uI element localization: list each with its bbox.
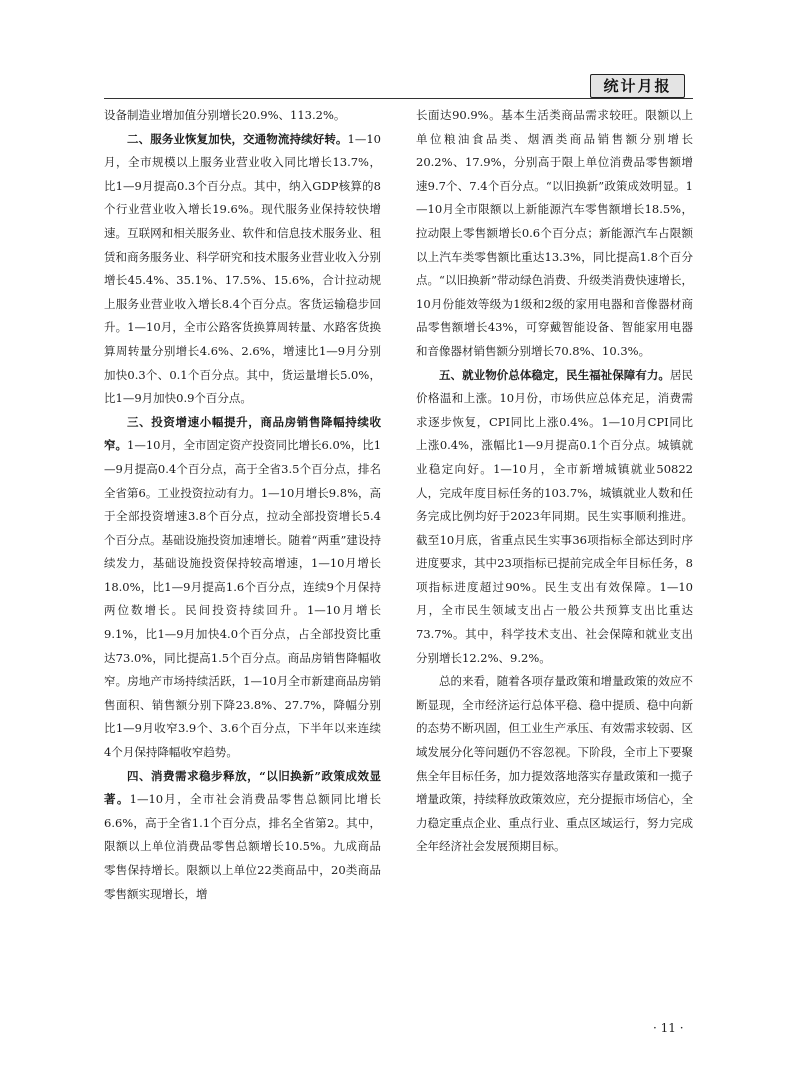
page-number: · 11 · (653, 1021, 684, 1035)
section-5-heading: 五、就业物价总体稳定，民生福祉保障有力。 (439, 367, 670, 382)
section-4-body: 1—10月，全市社会消费品零售总额同比增长6.6%，高于全省1.1个百分点，排名全省第2。其中，限额以上单位消费品零售总额增长10.5%。九成商品零售保持增长。限额以上单位22类商品中，20类商品零售额实现增长，增 (104, 792, 381, 901)
header-divider (104, 98, 693, 99)
paragraph-continuation-right: 长面达90.9%。基本生活类商品需求较旺。限额以上单位粮油食品类、烟酒类商品销售额分别增长20.2%、17.9%，分别高于限上单位消费品零售额增速9.7个、7.4个百分点。“以旧换新”政策成效明显。1—10月全市限额以上新能源汽车零售额增长18.5%，拉动限上零售额增长0.6个百分点；新能源汽车占限额以上汽车类零售额比重达13.3%，同比提高1.8个百分点。“以旧换新”带动绿色消费、升级类消费快速增长，10月份能效等级为1级和2级的家用电器和音像器材商品零售额增长43%，可穿戴智能设备、智能家用电器和音像器材销售额分别增长70.8%、10.3%。 (416, 108, 693, 358)
section-5-body: 居民价格温和上涨。10月份，市场供应总体充足，消费需求逐步恢复，CPI同比上涨0.4%。1—10月CPI同比上涨0.4%，涨幅比1—9月提高0.1个百分点。城镇就业稳定向好。1—10月，全市新增城镇就业50822人，完成年度目标任务的103.7%，城镇就业人数和任务完成比例均好于2023年同期。民生实事顺利推进。截至10月底，省重点民生实事36项指标全部达到时序进度要求，其中23项指标已提前完成全年目标任务，8项指标进度超过90%。民生支出有效保障。1—10月，全市民生领域支出占一般公共预算支出比重达73.7%。其中，科学技术支出、社会保障和就业支出分别增长12.2%、9.2%。 (416, 367, 693, 665)
section-3-body: 1—10月，全市固定资产投资同比增长6.0%，比1—9月提高0.4个百分点，高于全省3.5个百分点，排名全省第6。工业投资拉动有力。1—10月增长9.8%，高于全部投资增速3.8个百分点，拉动全部投资增长5.4个百分点。基础设施投资加速增长。随着“两重”建设持续发力，基础设施投资保持较高增速，1—10月增长18.0%，比1—9月提高1.6个百分点，连续9个月保持两位数增长。民间投资持续回升。1—10月增长9.1%，比1—9月加快4.0个百分点，占全部投资比重达73.0%，同比提高1.5个百分点。商品房销售降幅收窄。房地产市场持续活跃，1—10月全市新建商品房销售面积、销售额分别下降23.8%、27.7%，降幅分别比1—9月收窄3.9个、3.6个百分点，下半年以来连续4个月保持降幅收窄趋势。 (104, 438, 381, 760)
right-column (416, 104, 693, 944)
summary-paragraph: 总的来看，随着各项存量政策和增量政策的效应不断显现，全市经济运行总体平稳、稳中提质、稳中向新的态势不断巩固，但工业生产承压、有效需求较弱、区域发展分化等问题仍不容忽视。下阶段，全市上下要聚焦全年目标任务，加力提效落地落实存量政策和一揽子增量政策，持续释放政策效应，充分提振市场信心，全力稳定重点企业、重点行业、重点区域运行，努力完成全年经济社会发展预期目标。 (416, 674, 693, 854)
section-tag: 统计月报 (590, 74, 685, 98)
section-3-paragraph (104, 411, 381, 765)
section-4-heading: 四、消费需求稳步释放，“以旧换新”政策成效显著。 (104, 768, 381, 807)
section-2-heading: 二、服务业恢复加快，交通物流持续好转。 (127, 131, 348, 146)
section-2-body: 1—10月，全市规模以上服务业营业收入同比增长13.7%，比1—9月提高0.3个百分点。其中，纳入GDP核算的8个行业营业收入增长19.6%。现代服务业保持较快增速。互联网和相关服务业、软件和信息技术服务业、租赁和商务服务业、科学研究和技术服务业营业收入分别增长45.4%、35.1%、17.5%、15.6%，合计拉动规上服务业营业收入增长8.4个百分点。客货运输稳步回升。1—10月，全市公路客货换算周转量、水路客货换算周转量分别增长4.6%、2.6%，增速比1—9月分别加快0.3个、0.1个百分点。其中，货运量增长5.0%，比1—9月加快0.9个百分点。 (104, 131, 381, 406)
section-4-paragraph (104, 765, 381, 907)
paragraph-continuation: 设备制造业增加值分别增长20.9%、113.2%。 (104, 108, 346, 122)
section-3-heading: 三、投资增速小幅提升，商品房销售降幅持续收窄。 (104, 414, 381, 453)
section-2-paragraph (104, 128, 381, 411)
left-column (104, 104, 381, 944)
section-5-paragraph (416, 364, 693, 671)
